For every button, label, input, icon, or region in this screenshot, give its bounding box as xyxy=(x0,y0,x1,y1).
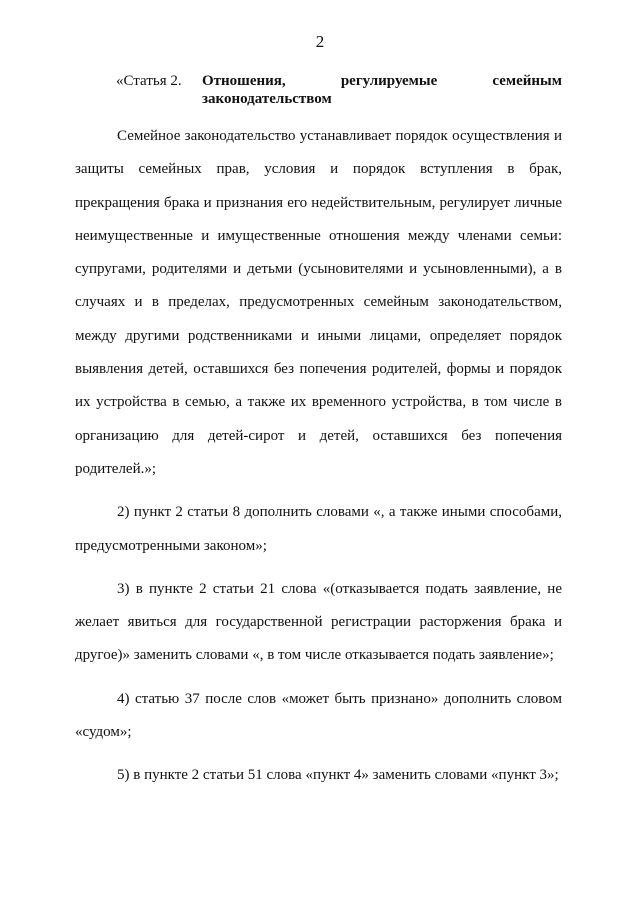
paragraph-item-2: 2) пункт 2 статьи 8 дополнить словами «, а также иными способами, предусмотренными законом»; xyxy=(75,504,562,554)
paragraph-item-4: 4) статью 37 после слов «может быть признано» дополнить словом «судом»; xyxy=(75,690,562,741)
article-title-line-1: Отношения, регулируемые семейным xyxy=(202,73,562,89)
paragraph-item-3: 3) в пункте 2 статьи 21 слова «(отказывается подать заявление, не желает явиться для государственной регистрации расторжения брака и другое)» заменить словами «, в том числе отказывается подать заявление»; xyxy=(75,580,562,664)
page-number: 2 xyxy=(315,32,325,51)
paragraph-article-text: Семейное законодательство устанавливает порядок осуществления и защиты семейных прав, условия и порядок вступления в брак, прекращения брака и признания его недействительным, регулирует личные неимущественные и имущественные отношения между членами семьи: супругами, родителями и детьми (усыновителями и усыновленными), а в случаях и в пределах, предусмотренных семейным законодательством, между другими родственниками и иными лицами, определяет порядок выявления детей, оставшихся без попечения родителей, формы и порядок их устройства в семью, а также их временного устройства, в том числе в организацию для детей-сирот и детей, оставшихся без попечения родителей.»; xyxy=(75,128,562,477)
document-body xyxy=(75,120,562,793)
article-label: «Статья 2. xyxy=(116,73,182,89)
paragraph-item-5: 5) в пункте 2 статьи 51 слова «пункт 4» заменить словами «пункт 3»; xyxy=(117,767,559,784)
article-title-line-2: законодательством xyxy=(202,91,332,107)
article-title xyxy=(202,72,562,108)
